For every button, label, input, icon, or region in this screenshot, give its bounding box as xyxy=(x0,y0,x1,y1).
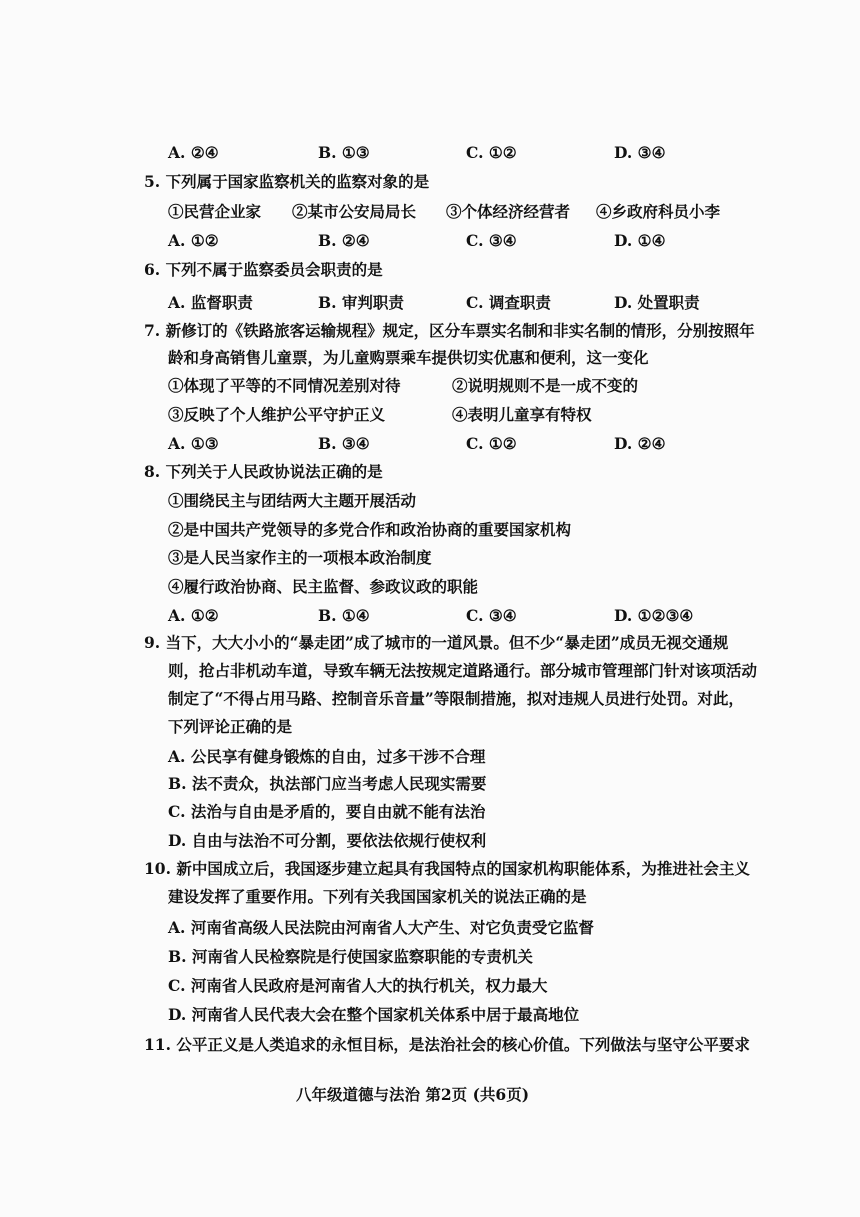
q8-statement-1: ①围绕民主与团结两大主题开展活动 xyxy=(168,491,417,510)
q5-statement-1: ①民营企业家 xyxy=(168,202,262,221)
q7-statement-2: ②说明规则不是一成不变的 xyxy=(452,376,639,395)
q6-option-c: C. 调查职责 xyxy=(466,293,551,312)
q6-stem: 6. 下列不属于监察委员会职责的是 xyxy=(144,260,383,279)
q8-statement-2: ②是中国共产党领导的多党合作和政治协商的重要国家机构 xyxy=(168,520,572,539)
q4-option-c: C. ①② xyxy=(466,143,517,162)
q8-option-d: D. ①②③④ xyxy=(614,606,694,625)
q8-option-a: A. ①② xyxy=(168,606,219,625)
q5-statement-4: ④乡政府科员小李 xyxy=(596,202,721,221)
q10-option-a: A. 河南省高级人民法院由河南省人大产生、对它负责受它监督 xyxy=(168,918,594,937)
q7-stem-line-2: 龄和身高销售儿童票，为儿童购票乘车提供切实优惠和便利，这一变化 xyxy=(168,348,649,367)
q6-option-b: B. 审判职责 xyxy=(318,293,404,312)
q6-option-a: A. 监督职责 xyxy=(168,293,253,312)
q7-option-b: B. ③④ xyxy=(318,434,370,453)
q8-option-b: B. ①④ xyxy=(318,606,370,625)
q10-stem-line-1: 10. 新中国成立后，我国逐步建立起具有我国特点的国家机构职能体系，为推进社会主义 xyxy=(144,859,750,878)
q7-option-a: A. ①③ xyxy=(168,434,219,453)
q5-option-a: A. ①② xyxy=(168,231,219,250)
q8-statement-4: ④履行政治协商、民主监督、参政议政的职能 xyxy=(168,577,479,596)
q8-option-c: C. ③④ xyxy=(466,606,517,625)
q7-statement-4: ④表明儿童享有特权 xyxy=(452,405,592,424)
q9-stem-line-4: 下列评论正确的是 xyxy=(168,717,293,736)
q9-stem-line-3: 制定了“不得占用马路、控制音乐音量”等限制措施，拟对违规人员进行处罚。对此， xyxy=(168,689,744,708)
q9-option-d: D. 自由与法治不可分割，要依法依规行使权利 xyxy=(168,831,487,850)
q8-statement-3: ③是人民当家作主的一项根本政治制度 xyxy=(168,548,432,567)
q9-stem-line-1: 9. 当下，大大小小的“暴走团”成了城市的一道风景。但不少“暴走团”成员无视交通规 xyxy=(144,633,729,652)
q4-option-d: D. ③④ xyxy=(614,143,666,162)
q5-statement-2: ②某市公安局局长 xyxy=(292,202,417,221)
q6-option-d: D. 处置职责 xyxy=(614,293,700,312)
q5-option-b: B. ②④ xyxy=(318,231,370,250)
q9-option-c: C. 法治与自由是矛盾的，要自由就不能有法治 xyxy=(168,802,486,821)
q4-option-b: B. ①③ xyxy=(318,143,370,162)
q5-statement-3: ③个体经济经营者 xyxy=(446,202,571,221)
q8-stem: 8. 下列关于人民政协说法正确的是 xyxy=(144,462,383,481)
q9-option-b: B. 法不责众，执法部门应当考虑人民现实需要 xyxy=(168,774,487,793)
q10-option-c: C. 河南省人民政府是河南省人大的执行机关，权力最大 xyxy=(168,976,548,995)
q7-statement-3: ③反映了个人维护公平守护正义 xyxy=(168,405,386,424)
q10-option-b: B. 河南省人民检察院是行使国家监察职能的专责机关 xyxy=(168,947,533,966)
q7-option-d: D. ②④ xyxy=(614,434,666,453)
q5-stem: 5. 下列属于国家监察机关的监察对象的是 xyxy=(144,172,430,191)
q9-option-a: A. 公民享有健身锻炼的自由，过多干涉不合理 xyxy=(168,747,486,766)
q7-stem-line-1: 7. 新修订的《铁路旅客运输规程》规定，区分车票实名制和非实名制的情形，分别按照年 xyxy=(144,321,755,340)
q7-option-c: C. ①② xyxy=(466,434,517,453)
q10-stem-line-2: 建设发挥了重要作用。下列有关我国国家机关的说法正确的是 xyxy=(168,887,587,906)
q7-statement-1: ①体现了平等的不同情况差别对待 xyxy=(168,376,401,395)
page-footer: 八年级道德与法治 第2页 (共6页) xyxy=(296,1085,530,1104)
q5-option-d: D. ①④ xyxy=(614,231,666,250)
q10-option-d: D. 河南省人民代表大会在整个国家机关体系中居于最高地位 xyxy=(168,1005,580,1024)
q4-option-a: A. ②④ xyxy=(168,143,219,162)
q11-stem: 11. 公平正义是人类追求的永恒目标，是法治社会的核心价值。下列做法与坚守公平要求 xyxy=(144,1035,750,1054)
q5-option-c: C. ③④ xyxy=(466,231,517,250)
q9-stem-line-2: 则，抢占非机动车道，导致车辆无法按规定道路通行。部分城市管理部门针对该项活动 xyxy=(168,661,758,680)
